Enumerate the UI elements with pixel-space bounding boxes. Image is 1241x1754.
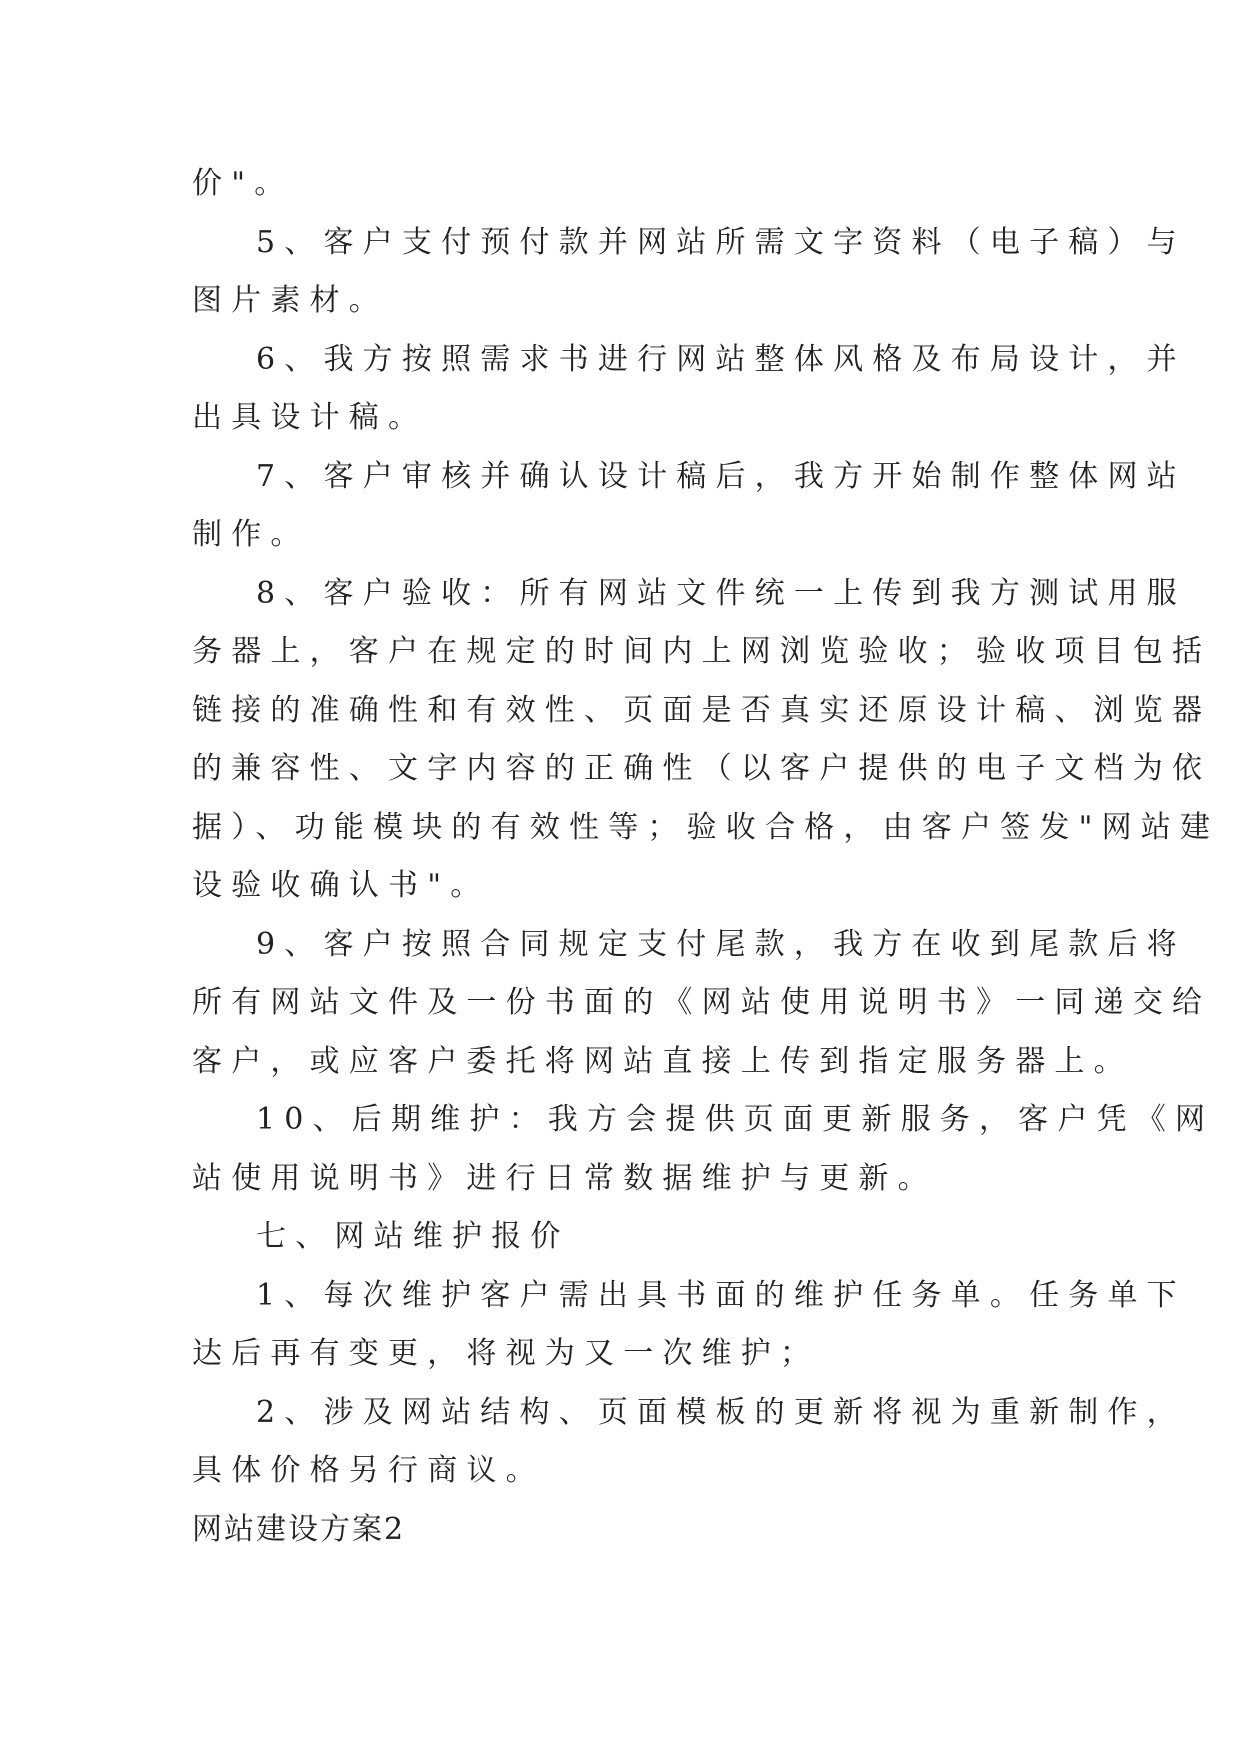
- text-line: 价"。: [192, 166, 294, 201]
- text-line: 6、我方按照需求书进行网站整体风格及布局设计，并: [256, 341, 1186, 377]
- text-line: 设验收确认书"。: [192, 868, 490, 903]
- text-line: 客户，或应客户委托将网站直接上传到指定服务器上。: [192, 1043, 1133, 1079]
- section-heading: 七、网站维护报价: [256, 1219, 570, 1254]
- text-line: 8、客户验收：所有网站文件统一上传到我方测试用服: [256, 575, 1186, 611]
- text-line: 具体价格另行商议。: [192, 1453, 545, 1488]
- document-page: [192, 155, 1220, 1559]
- text-line: 1、每次维护客户需出具书面的维护任务单。任务单下: [256, 1277, 1186, 1313]
- text-line: 务器上，客户在规定的时间内上网浏览验收；验收项目包括: [192, 634, 1212, 669]
- text-line: 出具设计稿。: [192, 400, 428, 435]
- text-line: 站使用说明书》进行日常数据维护与更新。: [192, 1160, 937, 1196]
- text-line: 图片素材。: [192, 283, 388, 318]
- text-line: 的兼容性、文字内容的正确性（以客户提供的电子文档为依: [192, 751, 1212, 786]
- text-line: 据）、功能模块的有效性等；验收合格，由客户签发"网站建: [192, 809, 1220, 845]
- text-line: 链接的准确性和有效性、页面是否真实还原设计稿、浏览器: [192, 692, 1212, 728]
- text-line: 制作。: [192, 517, 310, 552]
- text-line: 7、客户审核并确认设计稿后，我方开始制作整体网站: [256, 458, 1186, 494]
- document-title: 网站建设方案2: [192, 1511, 406, 1547]
- text-line: 10、后期维护：我方会提供页面更新服务，客户凭《网: [256, 1102, 1215, 1137]
- text-line: 9、客户按照合同规定支付尾款，我方在收到尾款后将: [256, 926, 1186, 962]
- text-line: 2、涉及网站结构、页面模板的更新将视为重新制作，: [256, 1394, 1186, 1430]
- text-line: 所有网站文件及一份书面的《网站使用说明书》一同递交给: [192, 985, 1212, 1020]
- text-line: 5、客户支付预付款并网站所需文字资料（电子稿）与: [256, 224, 1186, 260]
- text-line: 达后再有变更，将视为又一次维护；: [192, 1336, 820, 1371]
